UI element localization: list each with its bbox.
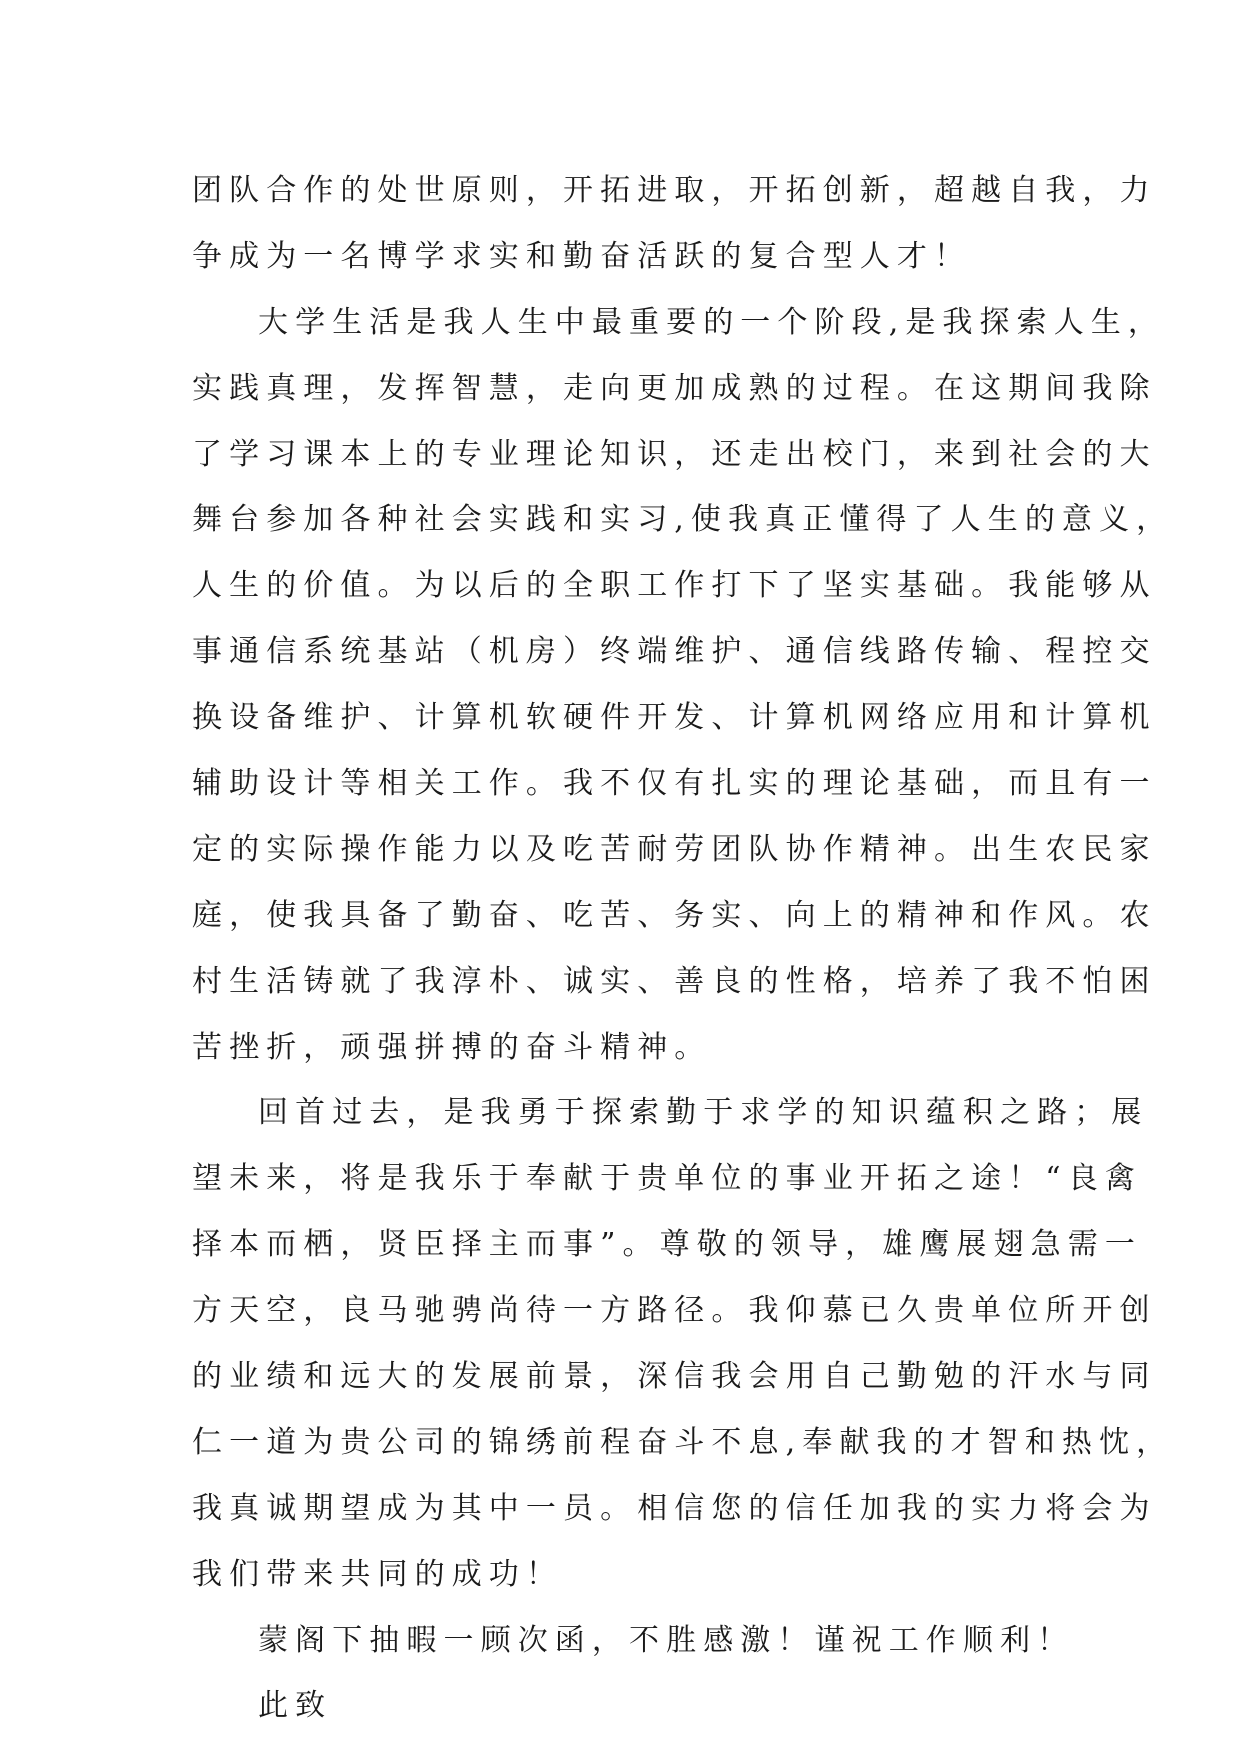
text-line: 辅助设计等相关工作。我不仅有扎实的理论基础，而且有一 xyxy=(192,766,1157,802)
salutation-line: 此致 xyxy=(258,1688,333,1724)
text-line: 择本而栖，贤臣择主而事”。尊敬的领导，雄鹰展翅急需一 xyxy=(192,1227,1142,1263)
text-line: 了学习课本上的专业理论知识，还走出校门，来到社会的大 xyxy=(192,436,1157,472)
text-line: 换设备维护、计算机软硬件开发、计算机网络应用和计算机 xyxy=(192,700,1157,736)
text-line: 村生活铸就了我淳朴、诚实、善良的性格，培养了我不怕困 xyxy=(192,963,1157,999)
text-line: 人生的价值。为以后的全职工作打下了坚实基础。我能够从 xyxy=(192,568,1157,604)
text-line: 的业绩和远大的发展前景，深信我会用自己勤勉的汗水与同 xyxy=(192,1359,1157,1395)
text-line: 我真诚期望成为其中一员。相信您的信任加我的实力将会为 xyxy=(192,1490,1157,1526)
text-line: 方天空，良马驰骋尚待一方路径。我仰慕已久贵单位所开创 xyxy=(192,1293,1157,1329)
text-line: 我们带来共同的成功！ xyxy=(192,1556,563,1592)
text-line: 实践真理，发挥智慧，走向更加成熟的过程。在这期间我除 xyxy=(192,370,1157,406)
letter-body xyxy=(192,158,1174,1739)
text-line: 庭，使我具备了勤奋、吃苦、务实、向上的精神和作风。农 xyxy=(192,897,1157,933)
text-line: 定的实际操作能力以及吃苦耐劳团队协作精神。出生农民家 xyxy=(192,831,1157,867)
closing-line: 蒙阁下抽暇一顾次函，不胜感激！谨祝工作顺利！ xyxy=(258,1622,1075,1658)
paragraph-start-line: 回首过去，是我勇于探索勤于求学的知识蕴积之路；展 xyxy=(258,1095,1149,1131)
text-line: 事通信系统基站（机房）终端维护、通信线路传输、程控交 xyxy=(192,634,1157,670)
text-line: 团队合作的处世原则，开拓进取，开拓创新，超越自我，力 xyxy=(192,173,1157,208)
paragraph-start-line: 大学生活是我人生中最重要的一个阶段,是我探索人生， xyxy=(258,304,1166,340)
text-line: 仁一道为贵公司的锦绣前程奋斗不息,奉献我的才智和热忱， xyxy=(192,1424,1174,1460)
text-line: 舞台参加各种社会实践和实习,使我真正懂得了人生的意义， xyxy=(192,502,1174,538)
text-line: 争成为一名博学求实和勤奋活跃的复合型人才！ xyxy=(192,238,972,274)
text-line: 苦挫折，顽强拼搏的奋斗精神。 xyxy=(192,1029,712,1065)
text-line: 望未来，将是我乐于奉献于贵单位的事业开拓之途！“良禽 xyxy=(192,1161,1142,1197)
